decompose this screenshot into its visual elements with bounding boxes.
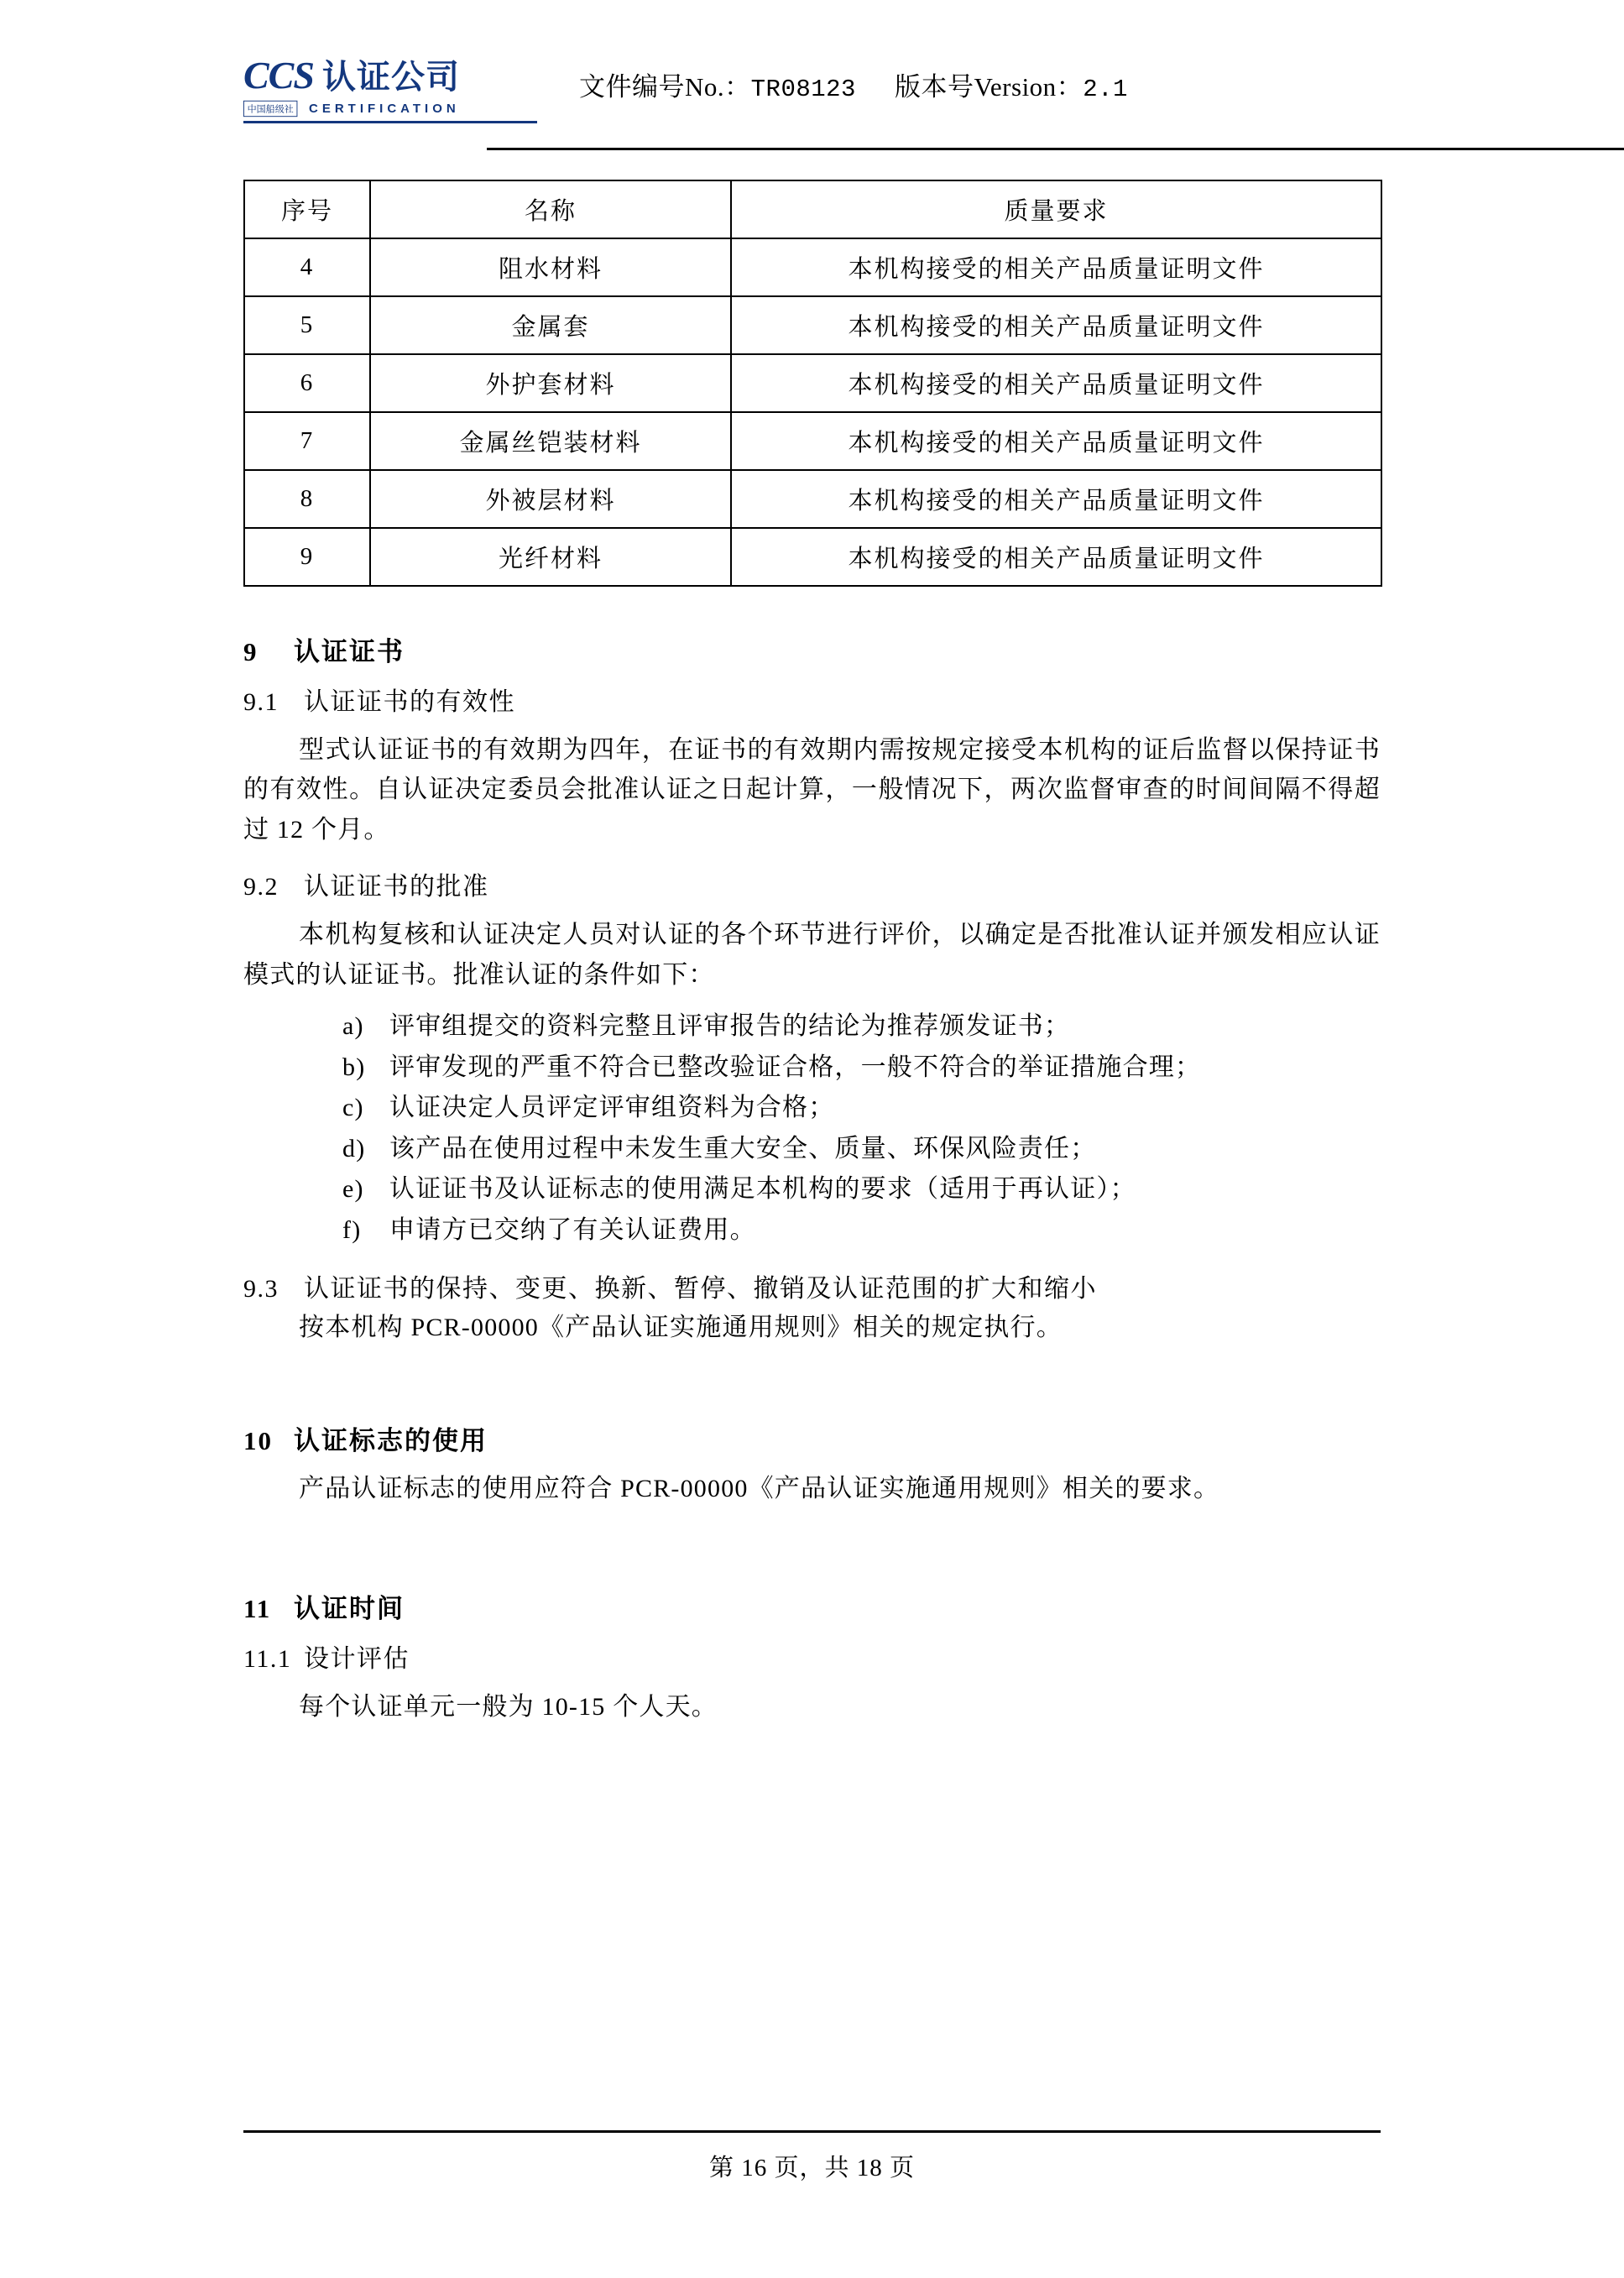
- section-11-number: 11: [243, 1593, 272, 1623]
- section-10-body: 产品认证标志的使用应符合 PCR-00000《产品认证实施通用规则》相关的要求。: [299, 1474, 1220, 1502]
- table-cell-requirement: 本机构接受的相关产品质量证明文件: [731, 354, 1381, 412]
- table-header-row: [244, 180, 1381, 238]
- materials-table-wrapper: [243, 180, 1381, 587]
- section-10-number: 10: [243, 1425, 273, 1455]
- logo-main: [243, 50, 554, 98]
- heading-section-11-1: [243, 1644, 1381, 1673]
- logo-subtitle: [243, 100, 554, 118]
- table-cell-name: 外被层材料: [370, 470, 731, 528]
- table-row: [244, 354, 1381, 412]
- section-9-title: 认证证书: [294, 637, 405, 666]
- table-cell-no: 5: [244, 296, 370, 354]
- version-value: 2.1: [1083, 76, 1128, 103]
- table-cell-no: 6: [244, 354, 370, 412]
- heading-section-9: [243, 639, 1381, 665]
- section-10-title: 认证标志的使用: [294, 1425, 488, 1455]
- list-item-marker: c): [342, 1094, 364, 1122]
- section-9-3-number: 9.3: [243, 1274, 279, 1303]
- list-item-text: 评审组提交的资料完整且评审报告的结论为推荐颁发证书；: [389, 1011, 1071, 1040]
- table-row: [244, 528, 1381, 586]
- doc-number-value: TR08123: [750, 76, 856, 103]
- table-header-cell: 质量要求: [731, 180, 1381, 238]
- table-row: [244, 412, 1381, 470]
- heading-section-9-3: [243, 1274, 1381, 1303]
- page-number: 第 16 页，共 18 页: [708, 2155, 915, 2181]
- header-divider: [487, 148, 1624, 150]
- table-header-cell: 序号: [244, 180, 370, 238]
- table-cell-requirement: 本机构接受的相关产品质量证明文件: [731, 528, 1381, 586]
- section-9-1-body: 型式认证证书的有效期为四年，在证书的有效期内需按规定接受本机构的证后监督以保持证书的有效性。自认证决定委员会批准认证之日起计算，一般情况下，两次监督审查的时间间隔不得超过 12 个月。: [243, 736, 1381, 844]
- logo-underline: [243, 121, 537, 123]
- logo-ccs-text: CCS: [243, 54, 314, 97]
- section-11-1-title: 设计评估: [304, 1644, 410, 1673]
- section-9-2-title: 认证证书的批准: [304, 873, 489, 901]
- table-cell-requirement: 本机构接受的相关产品质量证明文件: [731, 238, 1381, 296]
- list-item-text: 评审发现的严重不符合已整改验证合格，一般不符合的举证措施合理；: [389, 1053, 1202, 1081]
- table-row: [244, 470, 1381, 528]
- section-11-1-number: 11.1: [243, 1644, 292, 1673]
- list-item-text: 认证决定人员评定评审组资料为合格；: [389, 1094, 835, 1122]
- heading-section-9-2: [243, 875, 1381, 900]
- section-9-3-body: 按本机构 PCR-00000《产品认证实施通用规则》相关的规定执行。: [299, 1313, 1063, 1341]
- section-9-2-number: 9.2: [243, 873, 279, 901]
- heading-section-11: [243, 1593, 1381, 1623]
- materials-table: [243, 180, 1382, 587]
- heading-section-10: [243, 1425, 1381, 1455]
- document-content: [243, 639, 1381, 1727]
- list-item-marker: f): [342, 1215, 362, 1244]
- footer-divider: [243, 2130, 1381, 2133]
- list-item-text: 申请方已交纳了有关认证费用。: [389, 1215, 756, 1244]
- logo-certification-text: CERTIFICATION: [309, 102, 460, 116]
- list-item: [342, 1006, 1381, 1048]
- section-11-title: 认证时间: [294, 1593, 405, 1623]
- list-item-marker: b): [342, 1053, 366, 1081]
- table-cell-no: 4: [244, 238, 370, 296]
- section-9-1-title: 认证证书的有效性: [304, 688, 515, 716]
- table-cell-no: 8: [244, 470, 370, 528]
- section-9-3-title: 认证证书的保持、变更、换新、暂停、撤销及认证范围的扩大和缩小: [304, 1274, 1097, 1303]
- table-cell-no: 7: [244, 412, 370, 470]
- list-item: [342, 1210, 1381, 1251]
- version-label: 版本号Version：: [894, 72, 1084, 102]
- list-item: [342, 1129, 1381, 1170]
- table-cell-requirement: 本机构接受的相关产品质量证明文件: [731, 296, 1381, 354]
- page-header: [243, 0, 1381, 126]
- header-document-info: [579, 65, 1128, 103]
- ccs-logo: [243, 50, 554, 123]
- table-cell-name: 金属丝铠装材料: [370, 412, 731, 470]
- list-item-marker: d): [342, 1134, 366, 1163]
- section-9-number: 9: [243, 637, 258, 666]
- list-item: [342, 1048, 1381, 1089]
- table-cell-name: 阻水材料: [370, 238, 731, 296]
- section-9-2-body: 本机构复核和认证决定人员对认证的各个环节进行评价，以确定是否批准认证并颁发相应认证模式的认证证书。批准认证的条件如下：: [243, 921, 1381, 989]
- list-item-marker: a): [342, 1011, 364, 1040]
- table-cell-no: 9: [244, 528, 370, 586]
- table-cell-requirement: 本机构接受的相关产品质量证明文件: [731, 412, 1381, 470]
- section-9-1-number: 9.1: [243, 688, 279, 716]
- list-item-text: 该产品在使用过程中未发生重大安全、质量、环保风险责任；: [389, 1134, 1097, 1163]
- list-item: [342, 1088, 1381, 1129]
- table-cell-name: 金属套: [370, 296, 731, 354]
- logo-badge-text: 中国船级社: [243, 101, 297, 117]
- table-cell-name: 光纤材料: [370, 528, 731, 586]
- list-item-text: 认证证书及认证标志的使用满足本机构的要求（适用于再认证）；: [389, 1175, 1136, 1204]
- doc-number-label: 文件编号No.：: [579, 72, 751, 102]
- table-cell-requirement: 本机构接受的相关产品质量证明文件: [731, 470, 1381, 528]
- heading-section-9-1: [243, 690, 1381, 715]
- table-header-cell: 名称: [370, 180, 731, 238]
- table-cell-name: 外护套材料: [370, 354, 731, 412]
- section-11-1-body: 每个认证单元一般为 10-15 个人天。: [299, 1692, 718, 1721]
- list-item: [342, 1169, 1381, 1210]
- list-item-marker: e): [342, 1175, 364, 1204]
- table-row: [244, 238, 1381, 296]
- approval-conditions-list: [243, 1006, 1381, 1251]
- logo-chinese-text: 认证公司: [321, 59, 460, 96]
- table-row: [244, 296, 1381, 354]
